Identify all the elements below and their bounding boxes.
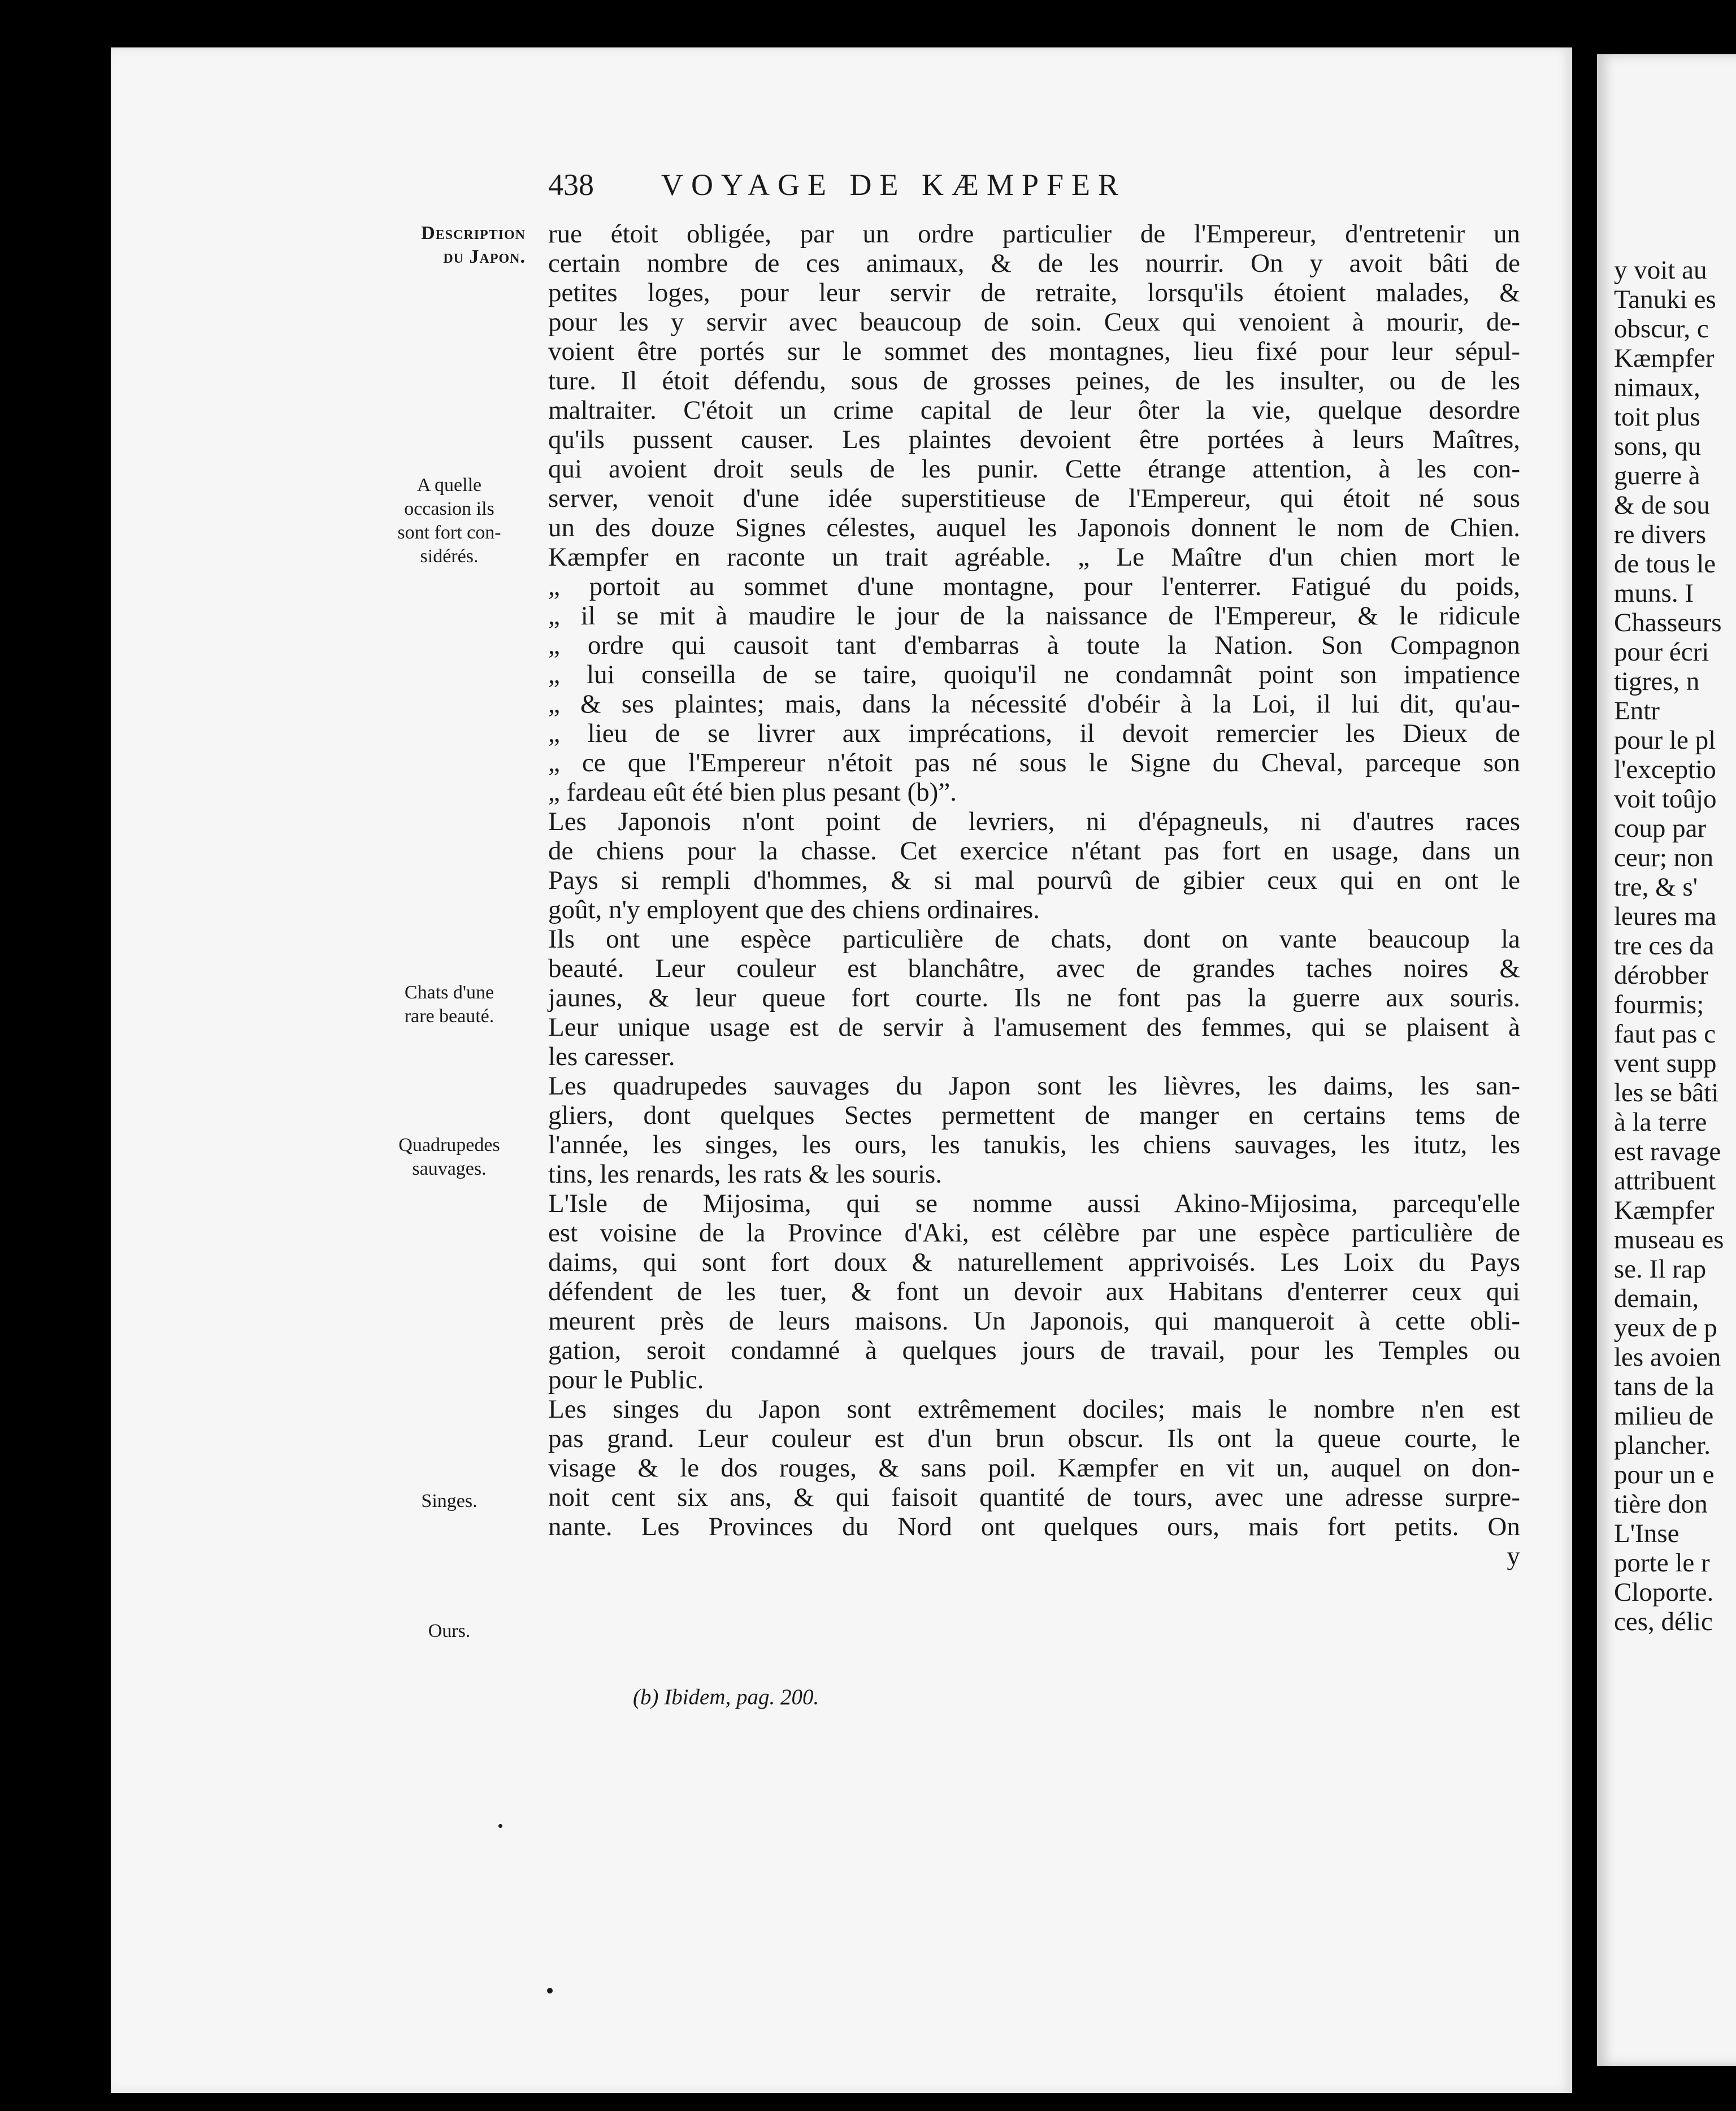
text-line: beauté. Leur couleur est blanchâtre, avec de grandes taches noires & [548, 954, 1520, 983]
text-line: L'Isle de Mijosima, qui se nomme aussi Akino-Mijosima, parcequ'elle [548, 1189, 1520, 1218]
right-page-line: de tous le [1614, 549, 1716, 579]
right-page-line: les avoien [1614, 1343, 1721, 1372]
right-page-line: obscur, c [1614, 314, 1709, 344]
right-page-line: à la terre [1614, 1107, 1707, 1137]
right-page-line: attribuent [1614, 1166, 1716, 1196]
text-line: certain nombre de ces animaux, & de les nourrir. On y avoit bâti de [548, 249, 1520, 278]
ink-speck [498, 1824, 502, 1828]
right-page-line: Kæmpfer [1614, 1196, 1715, 1225]
text-line: noit cent six ans, & qui faisoit quantité de tours, avec une adresse surpre- [548, 1483, 1520, 1512]
right-page-line: vent supp [1614, 1049, 1717, 1078]
right-page-line: museau es [1614, 1225, 1724, 1254]
text-line: „ lieu de se livrer aux imprécations, il devoit remercier les Dieux de [548, 719, 1520, 748]
right-page-line: pour un e [1614, 1460, 1715, 1489]
text-line: défendent de les tuer, & font un devoir aux Habitans d'enterrer ceux qui [548, 1277, 1520, 1306]
margin-note-quadrupedes: Quadrupedes sauvages. [398, 1135, 500, 1179]
right-page-line: pour le pl [1614, 726, 1716, 755]
right-page-line: se. Il rap [1614, 1254, 1707, 1284]
margin-note-singes: Singes. [421, 1491, 478, 1511]
right-page-line: plancher. [1614, 1431, 1711, 1460]
right-page-line: re divers [1614, 520, 1707, 549]
text-line: „ lui conseilla de se taire, quoiqu'il ne condamnât point son impatience [548, 660, 1520, 689]
right-page-line: est ravage [1614, 1137, 1721, 1166]
text-line: Leur unique usage est de servir à l'amusement des femmes, qui se plaisent à [548, 1013, 1520, 1042]
right-page-line: Chasseurs [1614, 608, 1722, 637]
text-line: Kæmpfer en raconte un trait agréable. „ Le Maître d'un chien mort le [548, 542, 1520, 572]
right-page-line: ces, délic [1614, 1607, 1713, 1636]
text-line: goût, n'y employent que des chiens ordinaires. [548, 895, 1040, 924]
right-page-text [1614, 255, 1736, 1636]
right-page-line: yeux de p [1614, 1313, 1717, 1343]
text-line: Les singes du Japon sont extrêmement dociles; mais le nombre n'en est [548, 1395, 1520, 1424]
text-line: petites loges, pour leur servir de retraite, lorsqu'ils étoient malades, & [548, 278, 1520, 307]
right-page-line: fourmis; [1614, 990, 1704, 1019]
text-line: Pays si rempli d'hommes, & si mal pourvû de gibier ceux qui en ont le [548, 866, 1520, 895]
text-line: meurent près de leurs maisons. Un Japonois, qui manqueroit à cette obli- [548, 1306, 1520, 1336]
right-page-line: L'Inse [1614, 1519, 1679, 1548]
margin-note-ours: Ours. [428, 1621, 471, 1641]
text-line: pour les y servir avec beaucoup de soin. Ceux qui venoient à mourir, de- [548, 307, 1520, 337]
text-line: qui avoient droit seuls de les punir. Cette étrange attention, à les con- [548, 454, 1520, 484]
right-page-line: ceur; non [1614, 843, 1714, 872]
right-page-line: les se bâti [1614, 1078, 1719, 1107]
text-line: est voisine de la Province d'Aki, est célèbre par une espèce particulière de [548, 1218, 1520, 1248]
right-page-line: Cloporte. [1614, 1578, 1714, 1607]
right-page-line: guerre à [1614, 461, 1700, 490]
text-line: server, venoit d'une idée superstitieuse de l'Empereur, qui étoit né sous [548, 484, 1520, 513]
text-line: jaunes, & leur queue fort courte. Ils ne font pas la guerre aux souris. [548, 983, 1520, 1013]
right-page-line: voit toûjo [1614, 784, 1717, 814]
text-line: maltraiter. C'étoit un crime capital de leur ôter la vie, quelque desordre [548, 396, 1520, 425]
text-line: „ fardeau eût été bien plus pesant (b)”. [548, 777, 957, 807]
right-page [1597, 54, 1736, 2066]
right-page-line: Kæmpfer [1614, 344, 1715, 373]
footnote: (b) Ibidem, pag. 200. [633, 1685, 819, 1709]
text-line: „ & ses plaintes; mais, dans la nécessité d'obéir à la Loi, il lui dit, qu'au- [548, 689, 1520, 719]
right-page-line: leures ma [1614, 902, 1717, 931]
text-line: nante. Les Provinces du Nord ont quelques ours, mais fort petits. On [548, 1512, 1520, 1541]
text-line: rue étoit obligée, par un ordre particulier de l'Empereur, d'entretenir un [548, 219, 1520, 249]
right-page-line: dérobber [1614, 961, 1709, 990]
right-page-line: nimaux, [1614, 373, 1700, 402]
text-line: de chiens pour la chasse. Cet exercice n'étant pas fort en usage, dans un [548, 836, 1520, 866]
right-page-line: Entr [1614, 696, 1660, 726]
margin-note-chats: Chats d'une rare beauté. [404, 982, 494, 1027]
running-head [548, 165, 1520, 205]
text-line: Les Japonois n'ont point de levriers, ni d'épagneuls, ni d'autres races [548, 807, 1520, 836]
text-line: Les quadrupedes sauvages du Japon sont les lièvres, les daims, les san- [548, 1071, 1520, 1101]
text-line: qu'ils pussent causer. Les plaintes devoient être portées à leurs Maîtres, [548, 425, 1520, 454]
right-page-line: tigres, n [1614, 667, 1700, 696]
page-header-title: VOYAGE DE KÆMPFER [661, 168, 1127, 202]
right-page-line: toit plus [1614, 402, 1700, 432]
right-page-line: demain, [1614, 1284, 1699, 1313]
body-text [548, 219, 1520, 1571]
text-line: les caresser. [548, 1042, 675, 1071]
right-page-line: Tanuki es [1614, 285, 1716, 314]
text-line: voient être portés sur le sommet des montagnes, lieu fixé pour leur sépul- [548, 337, 1520, 366]
text-line: „ portoit au sommet d'une montagne, pour l'enterrer. Fatigué du poids, [548, 572, 1520, 601]
text-line: „ il se mit à maudire le jour de la naissance de l'Empereur, & le ridicule [548, 601, 1520, 631]
page-number: 438 [548, 168, 594, 202]
right-page-line: l'exceptio [1614, 755, 1716, 784]
right-page-line: y voit au [1614, 255, 1707, 285]
text-line: visage & le dos rouges, & sans poil. Kæmpfer en vit un, auquel on don- [548, 1453, 1520, 1483]
right-page-line: porte le r [1614, 1548, 1710, 1578]
text-line: „ ce que l'Empereur n'étoit pas né sous le Signe du Cheval, parceque son [548, 748, 1520, 777]
right-page-line: muns. I [1614, 579, 1694, 608]
right-page-line: pour écri [1614, 637, 1709, 667]
right-page-line: tière don [1614, 1489, 1708, 1519]
right-page-line: coup par [1614, 814, 1707, 843]
margin-note-description: Description du Japon. [421, 223, 526, 267]
text-line: daims, qui sont fort doux & naturellement apprivoisés. Les Loix du Pays [548, 1248, 1520, 1277]
text-line: pas grand. Leur couleur est d'un brun obscur. Ils ont la queue courte, le [548, 1424, 1520, 1453]
text-line: tins, les renards, les rats & les souris. [548, 1159, 943, 1189]
right-page-line: tre ces da [1614, 931, 1715, 961]
text-line: gation, seroit condamné à quelques jours de travail, pour les Temples ou [548, 1336, 1520, 1365]
right-page-line: sons, qu [1614, 432, 1702, 461]
text-line: gliers, dont quelques Sectes permettent de manger en certains tems de [548, 1101, 1520, 1130]
right-page-line: tans de la [1614, 1372, 1715, 1401]
text-line: pour le Public. [548, 1365, 704, 1395]
text-line: ture. Il étoit défendu, sous de grosses peines, de les insulter, ou de les [548, 366, 1520, 396]
right-page-line: tre, & s' [1614, 872, 1698, 902]
margin-note-occasion: A quelle occasion ils sont fort con- sidérés. [397, 475, 501, 567]
right-page-line: faut pas c [1614, 1019, 1716, 1049]
text-line: l'année, les singes, les ours, les tanukis, les chiens sauvages, les itutz, les [548, 1130, 1520, 1159]
text-line: un des douze Signes célestes, auquel les Japonois donnent le nom de Chien. [548, 513, 1520, 542]
right-page-line: milieu de [1614, 1401, 1714, 1431]
ink-speck [547, 1988, 553, 1993]
right-page-line: & de sou [1614, 490, 1710, 520]
text-line: Ils ont une espèce particulière de chats, dont on vante beaucoup la [548, 924, 1520, 954]
catchword: y [1507, 1541, 1520, 1571]
text-line: „ ordre qui causoit tant d'embarras à toute la Nation. Son Compagnon [548, 631, 1520, 660]
